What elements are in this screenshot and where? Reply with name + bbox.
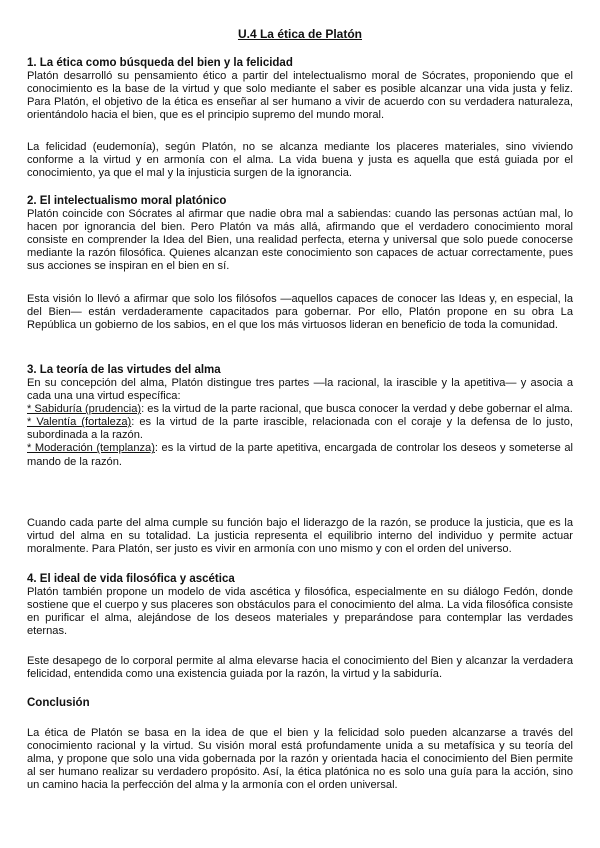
virtue-description: : es la virtud de la parte irascible, relacionada con el coraje y la defensa de lo justo, subordinada a la razón.: [27, 416, 573, 442]
section-3-paragraph-2: [27, 517, 573, 556]
section-heading: Conclusión: [27, 697, 90, 709]
virtue-term: * Sabiduría (prudencia): [27, 403, 142, 416]
section-heading: 1. La ética como búsqueda del bien y la felicidad: [27, 57, 293, 69]
section-4-paragraph-2: [27, 655, 573, 681]
paragraph: Platón desarrolló su pensamiento ético a partir del intelectualismo moral de Sócrates, proponiendo que el conocimiento es la base de la virtud y que solo mediante el saber es posible alcanzar una vida justa y feliz. Para Platón, el objetivo de la ética es enseñar al ser humano a vivir de acuerdo con su verdadera naturaleza, orientándolo hacia el bien, que es el principio supremo del mundo moral.: [27, 70, 573, 122]
virtue-description: : es la virtud de la parte racional, que busca conocer la verdad y debe gobernar el alma.: [141, 403, 573, 416]
virtue-description: : es la virtud de la parte apetitiva, encargada de controlar los deseos y someterse al mando de la razón.: [27, 442, 573, 468]
section-2: [27, 195, 573, 273]
section-intro: En su concepción del alma, Platón distingue tres partes —la racional, la irascible y la apetitiva— y asocia a cada una una virtud específica:: [27, 377, 573, 403]
paragraph: Esta visión lo llevó a afirmar que solo los filósofos —aquellos capaces de conocer las Ideas y, en especial, la del Bien— están verdaderamente capacitados para gobernar. Por ello, Platón propone en su obra La República un gobierno de los sabios, en el que los más virtuosos lideran en beneficio de toda la comunidad.: [27, 293, 573, 332]
paragraph: Platón coincide con Sócrates al afirmar que nadie obra mal a sabiendas: cuando las personas actúan mal, lo hacen por ignorancia del bien. Pero Platón va más allá, afirmando que el verdadero conocimiento moral consiste en comprender la Idea del Bien, una realidad perfecta, eterna y universal que solo puede conocerse mediante la razón filosófica. Quienes alcanzan este conocimiento son capaces de actuar correctamente, pues sus acciones se inspiran en el bien en sí.: [27, 208, 573, 273]
virtue-item: [27, 416, 573, 442]
section-2-paragraph-2: [27, 293, 573, 332]
paragraph: Platón también propone un modelo de vida ascética y filosófica, especialmente en su diálogo Fedón, donde sostiene que el cuerpo y sus placeres son obstáculos para el conocimiento del alma. La vida filosófica consiste en purificar el alma, alejándose de los deseos materiales y preparándose para contemplar las verdades eternas.: [27, 586, 573, 638]
virtue-term: * Moderación (templanza): [27, 442, 155, 455]
section-1-paragraph-2: [27, 141, 573, 180]
paragraph: Este desapego de lo corporal permite al alma elevarse hacia el conocimiento del Bien y alcanzar la verdadera felicidad, entendida como una existencia guiada por la razón, la virtud y la sabiduría.: [27, 655, 573, 681]
section-1: [27, 57, 573, 122]
virtue-item: [27, 403, 573, 416]
paragraph: Cuando cada parte del alma cumple su función bajo el liderazgo de la razón, se produce la justicia, que es la virtud del alma en su totalidad. La justicia representa el equilibrio interno del individuo y permite actuar moralmente. Para Platón, ser justo es vivir en armonía con uno mismo y con el orden del universo.: [27, 517, 573, 556]
section-3: [27, 364, 573, 469]
conclusion-heading-block: [27, 697, 573, 710]
section-heading: 4. El ideal de vida filosófica y ascética: [27, 573, 235, 585]
section-4: [27, 573, 573, 638]
paragraph: La ética de Platón se basa en la idea de que el bien y la felicidad solo pueden alcanzarse a través del conocimiento racional y la virtud. Su visión moral está profundamente unida a su metafísica y su teoría del alma, y propone que solo una vida gobernada por la razón y orientada hacia el conocimiento del Bien permite al ser humano realizar su verdadero propósito. Así, la ética platónica no es solo una guía para la acción, sino un camino hacia la perfección del alma y la armonía con el orden universal.: [27, 727, 573, 792]
section-heading: 2. El intelectualismo moral platónico: [27, 195, 227, 207]
section-heading: 3. La teoría de las virtudes del alma: [27, 364, 221, 376]
document-title: U.4 La ética de Platón: [237, 27, 363, 41]
conclusion-paragraph: [27, 727, 573, 792]
paragraph: La felicidad (eudemonía), según Platón, no se alcanza mediante los placeres materiales, sino viviendo conforme a la virtud y en armonía con el alma. La vida buena y justa es aquella que está guiada por el conocimiento, ya que el mal y la injusticia surgen de la ignorancia.: [27, 141, 573, 180]
virtue-term: * Valentía (fortaleza): [27, 416, 132, 429]
virtue-item: [27, 442, 573, 468]
